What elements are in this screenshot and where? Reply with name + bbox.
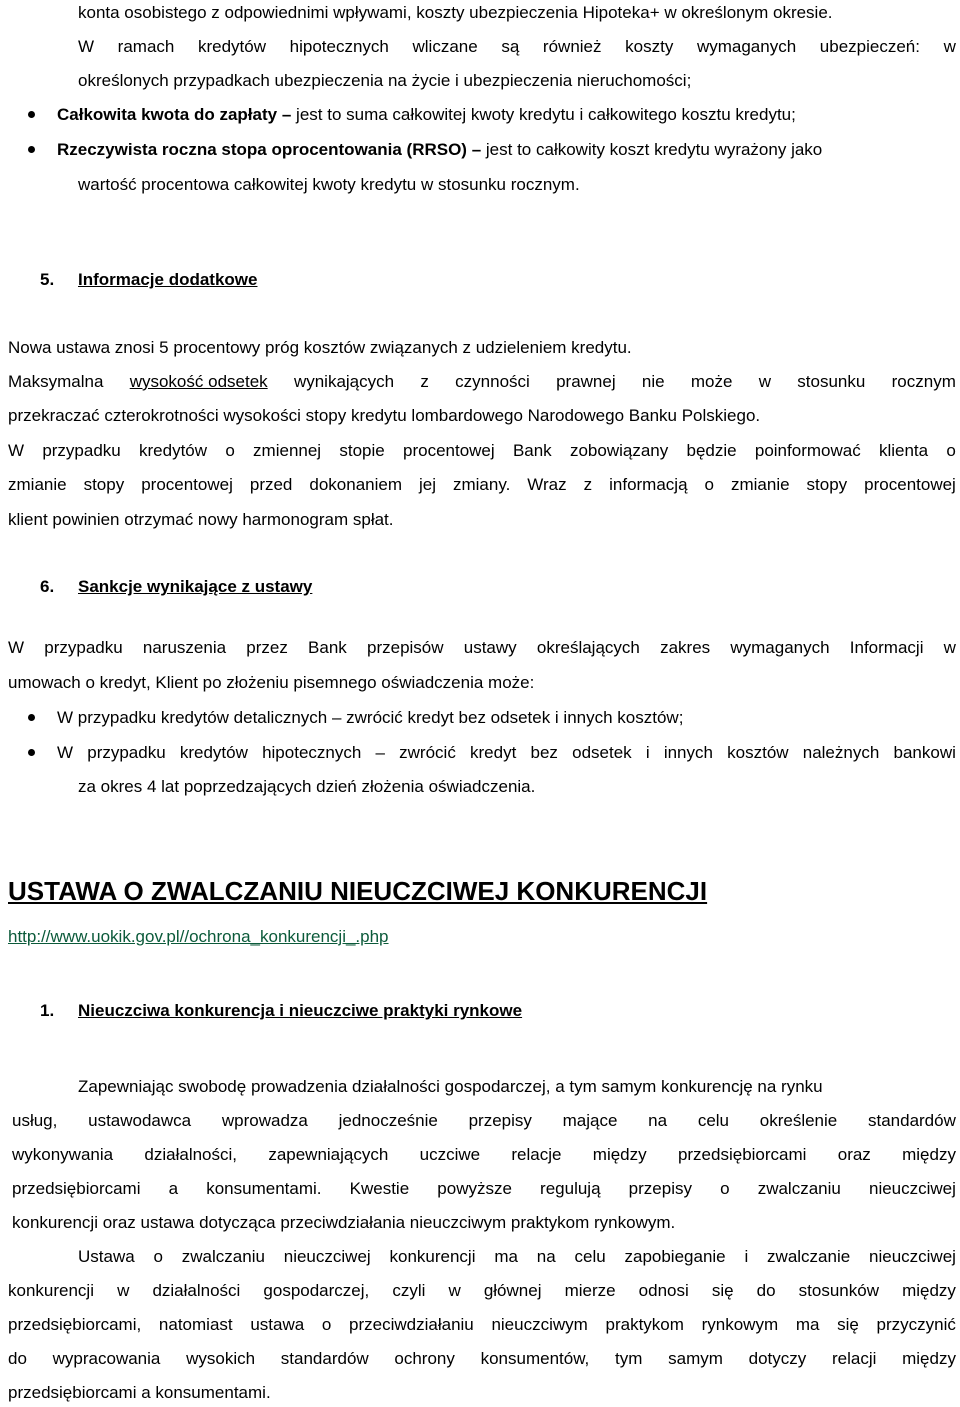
word: oraz xyxy=(837,1145,871,1164)
bullet-item-continuation: wartość procentowa całkowitej kwoty kredytu w stosunku rocznym. xyxy=(78,175,580,194)
word: między xyxy=(902,1281,956,1300)
word: ochrony xyxy=(394,1349,455,1368)
word: wprowadza xyxy=(221,1111,308,1130)
word: ubezpieczeń: xyxy=(819,37,920,56)
paragraph-line-justified xyxy=(12,1110,956,1132)
word: koszty xyxy=(625,37,674,56)
section-title: Nieuczciwa konkurencja i nieuczciwe praktyki rynkowe xyxy=(78,1001,523,1020)
word: mierze xyxy=(564,1281,616,1300)
word: stosunku xyxy=(797,372,866,391)
paragraph-line: przedsiębiorcami a konsumentami. xyxy=(8,1383,271,1402)
word: wymaganych xyxy=(730,638,830,657)
word: uczciwe xyxy=(419,1145,481,1164)
word: W xyxy=(8,441,25,460)
paragraph-line: klient powinien otrzymać nowy harmonogram spłat. xyxy=(8,510,394,529)
word: z xyxy=(583,475,593,494)
word: przedsiębiorcami xyxy=(677,1145,807,1164)
word: rynkowym xyxy=(701,1315,779,1334)
paragraph-line-justified xyxy=(12,1144,956,1166)
paragraph-line-justified xyxy=(8,637,956,659)
word: są xyxy=(501,37,520,56)
word: wymaganych xyxy=(696,37,797,56)
word: usług, xyxy=(12,1111,58,1130)
word: Wraz xyxy=(527,475,567,494)
word: zwalczaniu xyxy=(181,1247,265,1266)
word: praktykom xyxy=(605,1315,684,1334)
word: konkurencji xyxy=(389,1247,476,1266)
word: się xyxy=(837,1315,859,1334)
word: wykonywania xyxy=(12,1145,114,1164)
word: nieuczciwym xyxy=(491,1315,588,1334)
word: hipotecznych xyxy=(289,37,389,56)
word: standardów xyxy=(280,1349,369,1368)
word: o xyxy=(946,441,956,460)
word: gospodarczej, xyxy=(263,1281,370,1300)
bullet-item-justified xyxy=(57,742,956,764)
word: regulują xyxy=(540,1179,601,1198)
paragraph-line-justified xyxy=(8,371,956,393)
word: celu xyxy=(697,1111,730,1130)
word: zwrócić xyxy=(399,743,456,762)
word: wypracowania xyxy=(52,1349,161,1368)
word: przyczynić xyxy=(876,1315,956,1334)
word: z xyxy=(420,372,429,391)
word: zmiennej xyxy=(253,441,322,460)
bullet-item xyxy=(57,104,796,126)
word: do xyxy=(756,1281,776,1300)
word: określenie xyxy=(759,1111,838,1130)
word: jednocześnie xyxy=(338,1111,438,1130)
word: jej xyxy=(418,475,436,494)
word: wliczane xyxy=(412,37,478,56)
underlined-term: wysokość odsetek xyxy=(129,372,268,391)
word: procentowej xyxy=(403,441,495,460)
word: działalności, xyxy=(144,1145,238,1164)
word: W xyxy=(8,638,25,657)
paragraph-line-justified xyxy=(78,1246,956,1268)
word: powyższe xyxy=(437,1179,512,1198)
word: ustawa xyxy=(250,1315,305,1334)
word: celu xyxy=(574,1247,606,1266)
word: natomiast xyxy=(158,1315,233,1334)
word: Bank xyxy=(512,441,552,460)
word: ma xyxy=(795,1315,820,1334)
word: zwalczaniu xyxy=(757,1179,841,1198)
word: zwalczanie xyxy=(767,1247,851,1266)
word: stopy xyxy=(83,475,125,494)
word: przypadku xyxy=(87,743,166,762)
section-number: 1. xyxy=(40,1001,55,1020)
word: należnych xyxy=(802,743,880,762)
word: zmiany. xyxy=(452,475,511,494)
word: przepisy xyxy=(468,1111,532,1130)
word: między xyxy=(592,1145,647,1164)
word: kredyt xyxy=(470,743,517,762)
word: Informacji xyxy=(849,638,924,657)
paragraph-line: określonych przypadkach ubezpieczenia na życie i ubezpieczenia nieruchomości; xyxy=(78,71,692,90)
word: informacją xyxy=(609,475,688,494)
word: kredytów xyxy=(139,441,208,460)
word: odnosi xyxy=(638,1281,689,1300)
word: między xyxy=(902,1349,956,1368)
word: czynności xyxy=(455,372,530,391)
word: stosunków xyxy=(798,1281,879,1300)
word: przedsiębiorcami xyxy=(12,1179,141,1198)
section-title: Informacje dodatkowe xyxy=(78,270,258,289)
paragraph-line-justified xyxy=(8,440,956,462)
word: działalności xyxy=(152,1281,241,1300)
word: przepisy xyxy=(628,1179,692,1198)
word: W xyxy=(57,743,74,762)
word: mające xyxy=(562,1111,618,1130)
word: rocznym xyxy=(891,372,956,391)
word: na xyxy=(536,1247,556,1266)
word: zapewniających xyxy=(268,1145,389,1164)
word: w xyxy=(117,1281,130,1300)
word: dotyczy xyxy=(748,1349,807,1368)
paragraph-line: przekraczać czterokrotności wysokości stopy kredytu lombardowego Narodowego Banku Polskiego. xyxy=(8,406,761,425)
section-number: 6. xyxy=(40,577,55,596)
source-link[interactable]: http://www.uokik.gov.pl//ochrona_konkurencji_.php xyxy=(8,927,389,946)
paragraph-line: umowach o kredyt, Klient po złożeniu pisemnego oświadczenia może: xyxy=(8,673,535,692)
paragraph-line-justified xyxy=(78,36,956,58)
word: ma xyxy=(494,1247,518,1266)
word: zmianie xyxy=(730,475,790,494)
word: Kwestie xyxy=(349,1179,410,1198)
word: Bank xyxy=(308,638,347,657)
word: przez xyxy=(246,638,288,657)
word: standardów xyxy=(867,1111,956,1130)
word: samym xyxy=(668,1349,723,1368)
word: między xyxy=(902,1145,956,1164)
word: konsumentów, xyxy=(480,1349,590,1368)
word: przypadku xyxy=(42,441,121,460)
bullet-item: W przypadku kredytów detalicznych – zwrócić kredyt bez odsetek i innych kosztów; xyxy=(57,708,684,727)
word: zmianie xyxy=(8,475,67,494)
bullet-icon xyxy=(28,146,35,153)
word: w xyxy=(943,37,956,56)
word: procentowej xyxy=(864,475,956,494)
word: kredytów xyxy=(197,37,267,56)
bullet-icon xyxy=(28,111,35,118)
word: nieuczciwej xyxy=(283,1247,371,1266)
word: nieuczciwej xyxy=(868,1179,956,1198)
word: czyli xyxy=(392,1281,426,1300)
bullet-item xyxy=(57,139,822,161)
word: kredytów xyxy=(179,743,248,762)
word: tym xyxy=(615,1349,643,1368)
word: o xyxy=(321,1315,332,1334)
word: ramach xyxy=(117,37,175,56)
word: poinformować xyxy=(754,441,861,460)
word: wynikających xyxy=(293,372,395,391)
word: i xyxy=(744,1247,749,1266)
word: określających xyxy=(536,638,640,657)
word: stopie xyxy=(339,441,385,460)
word: nieuczciwej xyxy=(869,1247,956,1266)
paragraph-line-justified xyxy=(8,1348,956,1370)
word: stopy xyxy=(806,475,848,494)
word: również xyxy=(542,37,602,56)
bullet-icon xyxy=(28,714,35,721)
paragraph-line-justified xyxy=(8,1314,956,1336)
word: konsumentami. xyxy=(206,1179,322,1198)
word: przedsiębiorcami, xyxy=(8,1315,142,1334)
paragraph-line: Zapewniając swobodę prowadzenia działalności gospodarczej, a tym samym konkurencję na rynku xyxy=(78,1077,823,1096)
word: ustawodawca xyxy=(88,1111,192,1130)
word: bez xyxy=(530,743,558,762)
paragraph-line-justified xyxy=(8,474,956,496)
paragraph-line-justified xyxy=(12,1178,956,1200)
bullet-icon xyxy=(28,749,35,756)
dash-bold: – xyxy=(471,140,482,159)
word: o xyxy=(704,475,714,494)
word: zakres xyxy=(660,638,711,657)
term-definition: jest to suma całkowitej kwoty kredytu i całkowitego kosztu kredytu; xyxy=(296,105,796,124)
word: do xyxy=(8,1349,27,1368)
word: a xyxy=(168,1179,179,1198)
word: w xyxy=(943,638,956,657)
word: w xyxy=(448,1281,461,1300)
term-bold: Rzeczywista roczna stopa oprocentowania (RRSO) xyxy=(57,140,467,159)
word: głównej xyxy=(483,1281,542,1300)
word: – xyxy=(375,743,385,762)
paragraph-line: Nowa ustawa znosi 5 procentowy próg kosztów związanych z udzieleniem kredytu. xyxy=(8,338,632,357)
term-bold: Całkowita kwota do zapłaty xyxy=(57,105,278,124)
word: wysokich xyxy=(186,1349,256,1368)
word: Ustawa xyxy=(78,1247,135,1266)
word: relacje xyxy=(511,1145,562,1164)
term-definition: jest to całkowity koszt kredytu wyrażony jako xyxy=(485,140,823,159)
word: przeciwdziałaniu xyxy=(349,1315,474,1334)
word: w xyxy=(758,372,772,391)
word: odsetek xyxy=(572,743,632,762)
paragraph-line-justified xyxy=(8,1280,956,1302)
word: na xyxy=(648,1111,668,1130)
word: kosztów xyxy=(727,743,789,762)
word: przed xyxy=(249,475,293,494)
word: naruszenia xyxy=(142,638,227,657)
bullet-item-continuation: za okres 4 lat poprzedzających dzień złożenia oświadczenia. xyxy=(78,777,536,796)
word: relacji xyxy=(831,1349,877,1368)
word: nie xyxy=(641,372,665,391)
document-heading: USTAWA O ZWALCZANIU NIEUCZCIWEJ KONKURENCJI xyxy=(8,876,708,906)
word: dokonaniem xyxy=(309,475,402,494)
word: bankowi xyxy=(893,743,956,762)
word: klienta xyxy=(878,441,929,460)
section-title: Sankcje wynikające z ustawy xyxy=(78,577,313,596)
word: W xyxy=(78,37,95,56)
word: zobowiązany xyxy=(569,441,669,460)
word: o xyxy=(720,1179,730,1198)
word: może xyxy=(690,372,733,391)
word: ustawy xyxy=(463,638,517,657)
word: konkurencji xyxy=(8,1281,94,1300)
word: o xyxy=(153,1247,163,1266)
word: się xyxy=(711,1281,734,1300)
word: procentowej xyxy=(141,475,233,494)
word: zapobieganie xyxy=(624,1247,726,1266)
word: przepisów xyxy=(367,638,444,657)
dash-bold: – xyxy=(281,105,292,124)
paragraph-line: konkurencji oraz ustawa dotycząca przeciwdziałania nieuczciwym praktykom rynkowym. xyxy=(12,1213,676,1232)
word: innych xyxy=(663,743,713,762)
word: będzie xyxy=(686,441,737,460)
word: prawnej xyxy=(556,372,616,391)
word: hipotecznych xyxy=(262,743,362,762)
word: o xyxy=(225,441,235,460)
word: przypadku xyxy=(44,638,123,657)
word: i xyxy=(645,743,650,762)
word: Maksymalna xyxy=(8,372,104,391)
section-number: 5. xyxy=(40,270,55,289)
paragraph-line: konta osobistego z odpowiednimi wpływami, koszty ubezpieczenia Hipoteka+ w określonym okresie. xyxy=(78,3,833,22)
